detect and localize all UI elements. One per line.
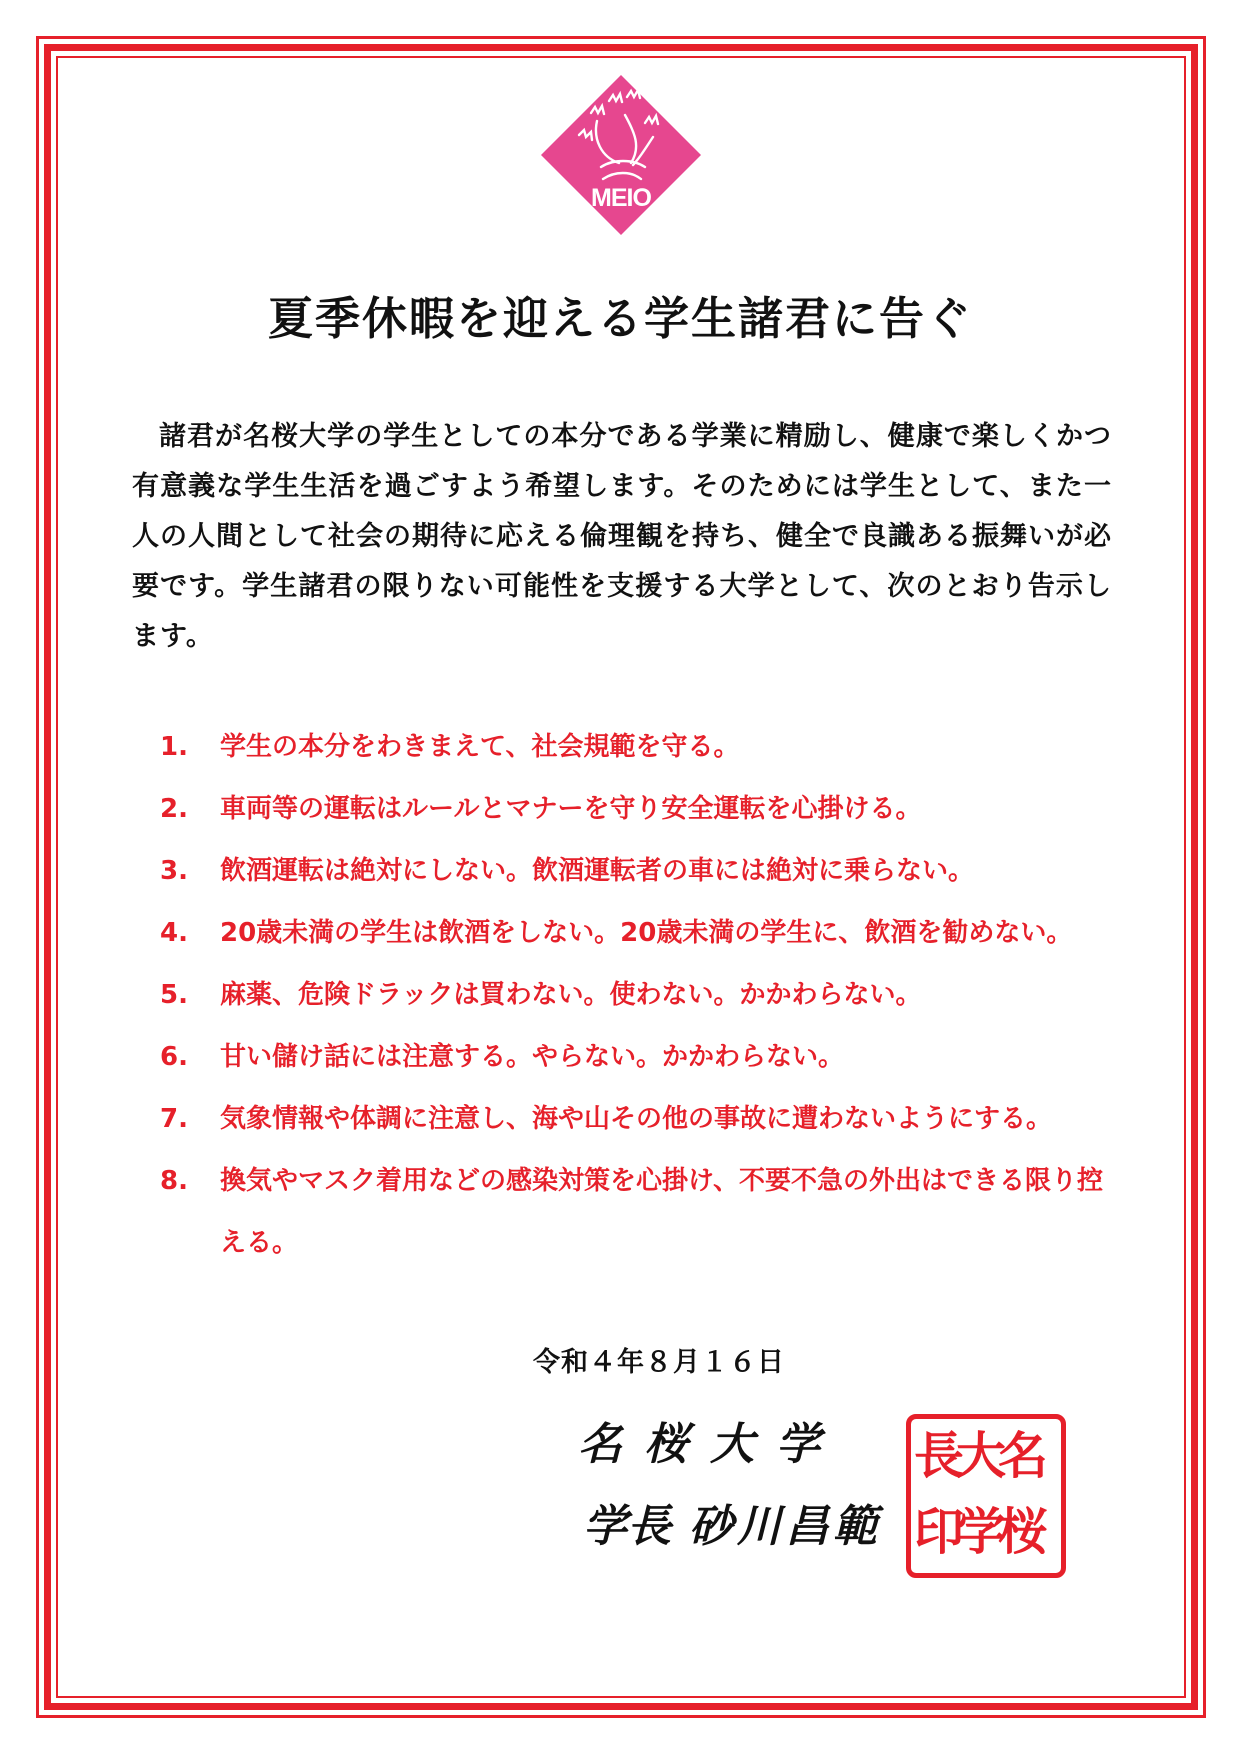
rule-text: 麻薬、危険ドラックは買わない。使わない。かかわらない。 [220, 980, 922, 1010]
rule-number: 3. [160, 856, 188, 886]
official-seal [906, 1414, 1066, 1578]
rule-text: 換気やマスク着用などの感染対策を心掛け、不要不急の外出はできる限り控える。 [220, 1166, 1103, 1258]
seal-stamp-icon [911, 1419, 1061, 1573]
rule-text: 学生の本分をわきまえて、社会規範を守る。 [220, 732, 740, 762]
rule-number: 2. [160, 794, 188, 824]
rule-number: 7. [160, 1104, 188, 1134]
rule-number: 1. [160, 732, 188, 762]
rule-item [160, 716, 1120, 778]
rule-text: 気象情報や体調に注意し、海や山その他の事故に遭わないようにする。 [220, 1104, 1053, 1134]
rule-number: 5. [160, 980, 188, 1010]
rule-item [160, 1150, 1120, 1274]
rule-text: 車両等の運転はルールとマナーを守り安全運転を心掛ける。 [220, 794, 922, 824]
logo-text: MEIO [591, 184, 651, 212]
university-logo [541, 75, 701, 235]
rule-text: 飲酒運転は絶対にしない。飲酒運転者の車には絶対に乗らない。 [220, 856, 975, 886]
university-name: 名桜大学 [578, 1419, 842, 1470]
seal-char: 印 [914, 1502, 964, 1561]
rule-text: 甘い儲け話には注意する。やらない。かかわらない。 [220, 1042, 845, 1072]
rules-list [160, 716, 1120, 1274]
rule-item [160, 1088, 1120, 1150]
rule-number: 8. [160, 1166, 188, 1196]
seal-char: 長 [914, 1426, 964, 1485]
rule-number: 6. [160, 1042, 188, 1072]
seal-char: 大 [956, 1426, 1006, 1485]
rule-item [160, 964, 1120, 1026]
rule-item [160, 1026, 1120, 1088]
seal-char: 学 [956, 1502, 1006, 1561]
intro-paragraph: 諸君が名桜大学の学生としての本分である学業に精励し、健康で楽しくかつ有意義な学生生活を過ごすよう希望します。そのためには学生として、また一人の人間として社会の期待に応える倫理観を持ち、健全で良識ある振舞いが必要です。学生諸君の限りない可能性を支援する大学として、次のとおり告示します。 [132, 421, 1112, 652]
rule-text: 20歳未満の学生は飲酒をしない。20歳未満の学生に、飲酒を勧めない。 [220, 918, 1073, 948]
rule-number: 4. [160, 918, 188, 948]
page-title: 夏季休暇を迎える学生諸君に告ぐ [267, 292, 973, 345]
sakura-blossom-icon [541, 75, 701, 235]
rule-item [160, 902, 1120, 964]
president-signature [583, 1490, 881, 1554]
rule-item [160, 778, 1120, 840]
president-name: 砂川昌範 [689, 1501, 881, 1552]
seal-char: 名 [998, 1426, 1048, 1485]
issue-date: 令和４年８月１６日 [533, 1347, 785, 1378]
president-title: 学長 [583, 1501, 671, 1552]
seal-char: 桜 [998, 1502, 1048, 1561]
rule-item [160, 840, 1120, 902]
